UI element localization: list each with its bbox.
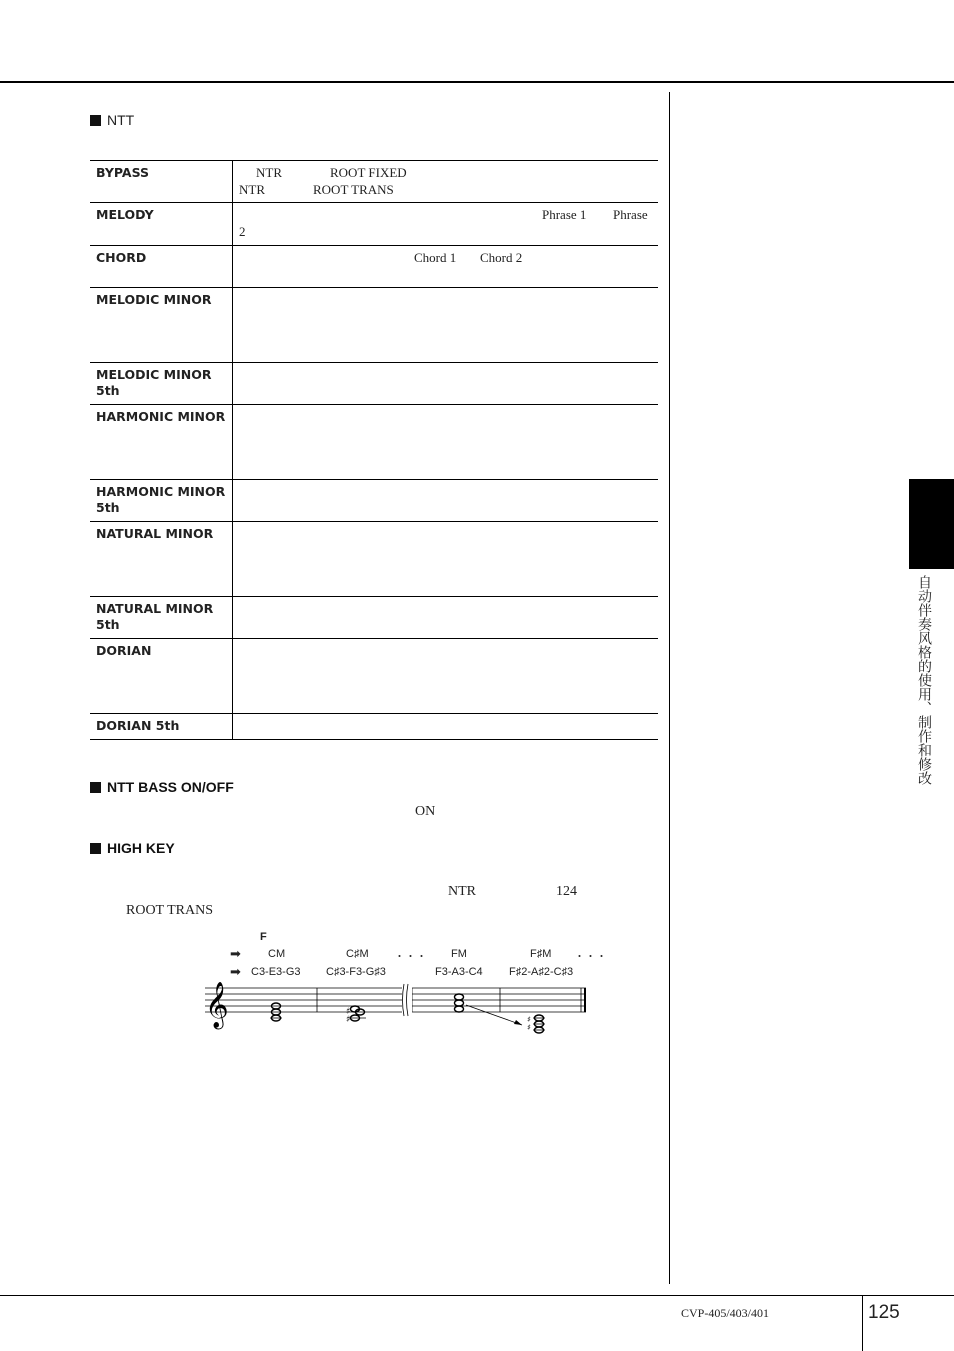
mode-desc [233, 480, 659, 522]
high-key-heading: HIGH KEY [90, 840, 175, 856]
square-bullet-icon [90, 843, 101, 854]
square-bullet-icon [90, 115, 101, 126]
side-tab [909, 479, 954, 569]
chord-label: C♯M [346, 948, 369, 960]
chord-label: CM [268, 948, 286, 960]
mode-name: NATURAL MINOR 5th [90, 597, 233, 639]
mode-desc: Chord 1 Chord 2 [233, 246, 659, 288]
table-row [90, 639, 658, 714]
ellipsis: ・・・ [394, 951, 427, 963]
svg-text:♯: ♯ [346, 1007, 351, 1017]
table-row [90, 363, 658, 405]
mode-name: MELODY [90, 203, 233, 246]
music-example [200, 928, 620, 1048]
key-label: F [260, 931, 267, 943]
mode-desc [233, 714, 659, 740]
transpose-arrow [466, 1005, 522, 1025]
mode-name: HARMONIC MINOR [90, 405, 233, 480]
svg-text:♯: ♯ [346, 1015, 351, 1025]
svg-text:♯: ♯ [527, 1015, 531, 1024]
mode-desc [233, 639, 659, 714]
note-label: C3-E3-G3 [251, 966, 301, 978]
mode-name: DORIAN 5th [90, 714, 233, 740]
table-row [90, 480, 658, 522]
mode-desc [233, 363, 659, 405]
chord-label: FM [451, 948, 467, 960]
footer-rule [0, 1295, 954, 1296]
mode-name: MELODIC MINOR [90, 288, 233, 363]
page-number-divider [862, 1296, 863, 1351]
high-key-ntr: NTR [448, 884, 476, 899]
model-number: CVP-405/403/401 [681, 1306, 770, 1320]
mode-name: CHORD [90, 246, 233, 288]
table-row [90, 405, 658, 480]
mode-desc: NTR ROOT FIXED NTR ROOT TRANS [233, 161, 659, 203]
svg-text:♯: ♯ [527, 1023, 531, 1032]
column-divider [669, 92, 670, 1284]
table-row [90, 161, 658, 203]
table-row [90, 597, 658, 639]
ntt-heading: NTT [90, 112, 134, 130]
chord-label: F♯M [530, 948, 552, 960]
staff-notation [200, 980, 620, 1048]
high-key-page-ref: 124 [556, 884, 577, 899]
arrow-right-icon: ➡ [230, 964, 241, 979]
table-row [90, 246, 658, 288]
ntt-bass-heading: NTT BASS ON/OFF [90, 779, 234, 795]
mode-name: NATURAL MINOR [90, 522, 233, 597]
treble-clef-icon: 𝄞 [205, 982, 229, 1028]
mode-name: DORIAN [90, 639, 233, 714]
mode-desc [233, 405, 659, 480]
note-label: F♯2-A♯2-C♯3 [509, 966, 574, 978]
mode-desc [233, 288, 659, 363]
header-rule [0, 81, 954, 83]
square-bullet-icon [90, 782, 101, 793]
ellipsis: ・・・ [574, 951, 607, 963]
note-label: F3-A3-C4 [435, 966, 483, 978]
mode-name: HARMONIC MINOR 5th [90, 480, 233, 522]
table-row [90, 203, 658, 246]
bass-on-value: ON [415, 804, 436, 819]
mode-desc [233, 597, 659, 639]
mode-desc [233, 522, 659, 597]
mode-name: MELODIC MINOR 5th [90, 363, 233, 405]
page-number: 125 [868, 1302, 900, 1323]
note-label: C♯3-F3-G♯3 [326, 966, 386, 978]
ntt-mode-table [90, 160, 658, 740]
table-row [90, 714, 658, 740]
high-key-root-trans: ROOT TRANS [126, 903, 214, 918]
table-row [90, 288, 658, 363]
arrow-right-icon: ➡ [230, 946, 241, 961]
side-tab-label: 自动伴奏风格的使用、制作和修改 [916, 575, 931, 785]
mode-desc: Phrase 1 Phrase 2 [233, 203, 659, 246]
table-row [90, 522, 658, 597]
mode-name: BYPASS [90, 161, 233, 203]
